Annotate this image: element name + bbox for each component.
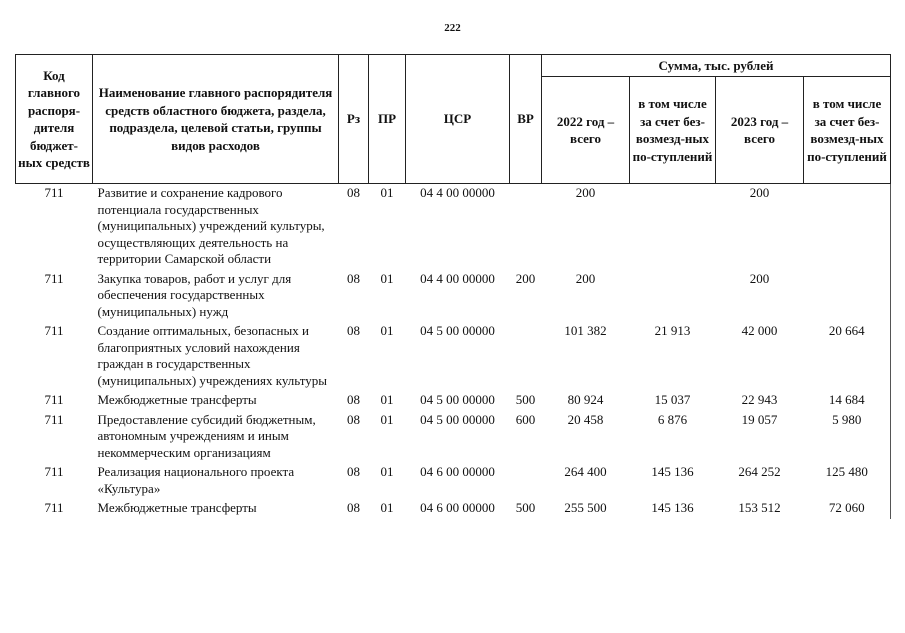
cell-name: Закупка товаров, работ и услуг для обеспечения государственных (муниципальных) нужд xyxy=(97,270,292,319)
cell-2023-total: 153 512 xyxy=(738,500,781,515)
cell-rz: 08 xyxy=(347,185,360,200)
header-sum-group: Сумма, тыс. рублей xyxy=(542,55,891,77)
cell-2022-free: 145 136 xyxy=(651,464,694,479)
cell-2023-total: 22 943 xyxy=(741,392,778,407)
cell-2022-free xyxy=(630,270,716,323)
table-row xyxy=(16,499,891,519)
cell-2023-free xyxy=(804,270,891,323)
cell-vr xyxy=(510,184,542,270)
cell-rz: 08 xyxy=(347,500,360,515)
header-vr: ВР xyxy=(510,55,542,184)
cell-2022-total: 200 xyxy=(575,270,596,286)
cell-name: Развитие и сохранение кадрового потенциала государственных (муниципальных) учреждений культуры, осуществляющих деятельность на территории Самарской области xyxy=(97,185,325,266)
cell-pr: 01 xyxy=(380,464,394,479)
cell-2023-total: 19 057 xyxy=(741,411,778,427)
cell-code: 711 xyxy=(44,464,64,479)
cell-2022-free xyxy=(630,184,716,270)
table-row xyxy=(16,411,891,464)
cell-vr: 500 xyxy=(515,392,536,407)
table-row xyxy=(16,270,891,323)
cell-code: 711 xyxy=(44,411,64,427)
cell-2023-total: 200 xyxy=(749,270,770,286)
cell-csr: 04 4 00 00000 xyxy=(420,270,495,286)
cell-2023-free: 14 684 xyxy=(804,391,891,411)
cell-pr: 01 xyxy=(380,270,394,286)
cell-pr: 01 xyxy=(380,392,394,407)
cell-csr: 04 6 00 00000 xyxy=(420,464,495,479)
cell-2022-total: 101 382 xyxy=(564,323,607,338)
cell-2023-free xyxy=(804,184,891,270)
cell-rz: 08 xyxy=(347,464,360,479)
header-pr: ПР xyxy=(369,55,406,184)
cell-rz: 08 xyxy=(347,392,360,407)
cell-csr: 04 5 00 00000 xyxy=(420,411,495,427)
table-row xyxy=(16,184,891,270)
cell-2023-total: 42 000 xyxy=(741,323,778,338)
cell-pr: 01 xyxy=(380,500,394,515)
cell-code: 711 xyxy=(44,500,64,515)
cell-rz: 08 xyxy=(347,270,360,286)
header-csr: ЦСР xyxy=(406,55,510,184)
header-2022-total: 2022 год – всего xyxy=(542,77,630,184)
cell-2022-total: 20 458 xyxy=(567,411,604,427)
cell-vr: 500 xyxy=(515,500,536,515)
cell-vr xyxy=(510,463,542,499)
cell-2023-free: 72 060 xyxy=(804,499,891,519)
cell-vr: 200 xyxy=(515,270,536,286)
header-rz: Рз xyxy=(339,55,369,184)
header-2023-total: 2023 год – всего xyxy=(716,77,804,184)
header-2023-free: в том числе за счет без-возмезд-ных по-ступлений xyxy=(804,77,891,184)
cell-pr: 01 xyxy=(380,411,394,427)
cell-name: Предоставление субсидий бюджетным, автономным учреждениям и иным некоммерческим организациям xyxy=(97,411,316,460)
cell-name: Создание оптимальных, безопасных и благоприятных условий нахождения граждан в государственных (муниципальных) учреждениях культуры xyxy=(97,323,327,388)
cell-vr xyxy=(510,322,542,391)
cell-2023-total: 264 252 xyxy=(738,464,781,479)
cell-name: Межбюджетные трансферты xyxy=(97,500,257,515)
cell-2023-total: 200 xyxy=(749,185,770,200)
cell-name: Реализация национального проекта «Культура» xyxy=(97,464,295,496)
cell-2022-free: 6 876 xyxy=(657,411,688,427)
cell-pr: 01 xyxy=(380,185,394,200)
cell-code: 711 xyxy=(44,185,64,200)
header-code: Код главного распоря-дителя бюджет-ных средств xyxy=(16,55,93,184)
cell-rz: 08 xyxy=(347,323,360,338)
cell-csr: 04 6 00 00000 xyxy=(420,500,495,515)
table-row xyxy=(16,322,891,391)
cell-2022-free: 21 913 xyxy=(654,323,691,338)
page-number: 222 xyxy=(444,22,461,34)
cell-2022-total: 264 400 xyxy=(564,464,607,479)
cell-vr: 600 xyxy=(515,411,536,427)
cell-2022-free: 145 136 xyxy=(651,500,694,515)
cell-code: 711 xyxy=(44,270,64,286)
cell-rz: 08 xyxy=(347,411,360,427)
cell-2023-free: 5 980 xyxy=(804,411,891,464)
cell-2022-total: 255 500 xyxy=(564,500,607,515)
cell-code: 711 xyxy=(44,323,64,338)
cell-2022-total: 80 924 xyxy=(567,392,604,407)
budget-table xyxy=(15,54,891,519)
cell-code: 711 xyxy=(44,392,64,407)
cell-csr: 04 5 00 00000 xyxy=(420,323,495,338)
cell-2023-free: 125 480 xyxy=(804,463,891,499)
cell-2022-total: 200 xyxy=(575,185,596,200)
cell-csr: 04 5 00 00000 xyxy=(420,392,495,407)
cell-name: Межбюджетные трансферты xyxy=(97,392,257,407)
cell-pr: 01 xyxy=(380,323,394,338)
header-name: Наименование главного распорядителя средств областного бюджета, раздела, подраздела, целевой статьи, группы видов расходов xyxy=(93,55,339,184)
header-2022-free: в том числе за счет без-возмезд-ных по-ступлений xyxy=(630,77,716,184)
cell-2022-free: 15 037 xyxy=(654,392,691,407)
cell-csr: 04 4 00 00000 xyxy=(420,185,495,200)
cell-2023-free: 20 664 xyxy=(804,322,891,391)
table-row xyxy=(16,391,891,411)
table-row xyxy=(16,463,891,499)
